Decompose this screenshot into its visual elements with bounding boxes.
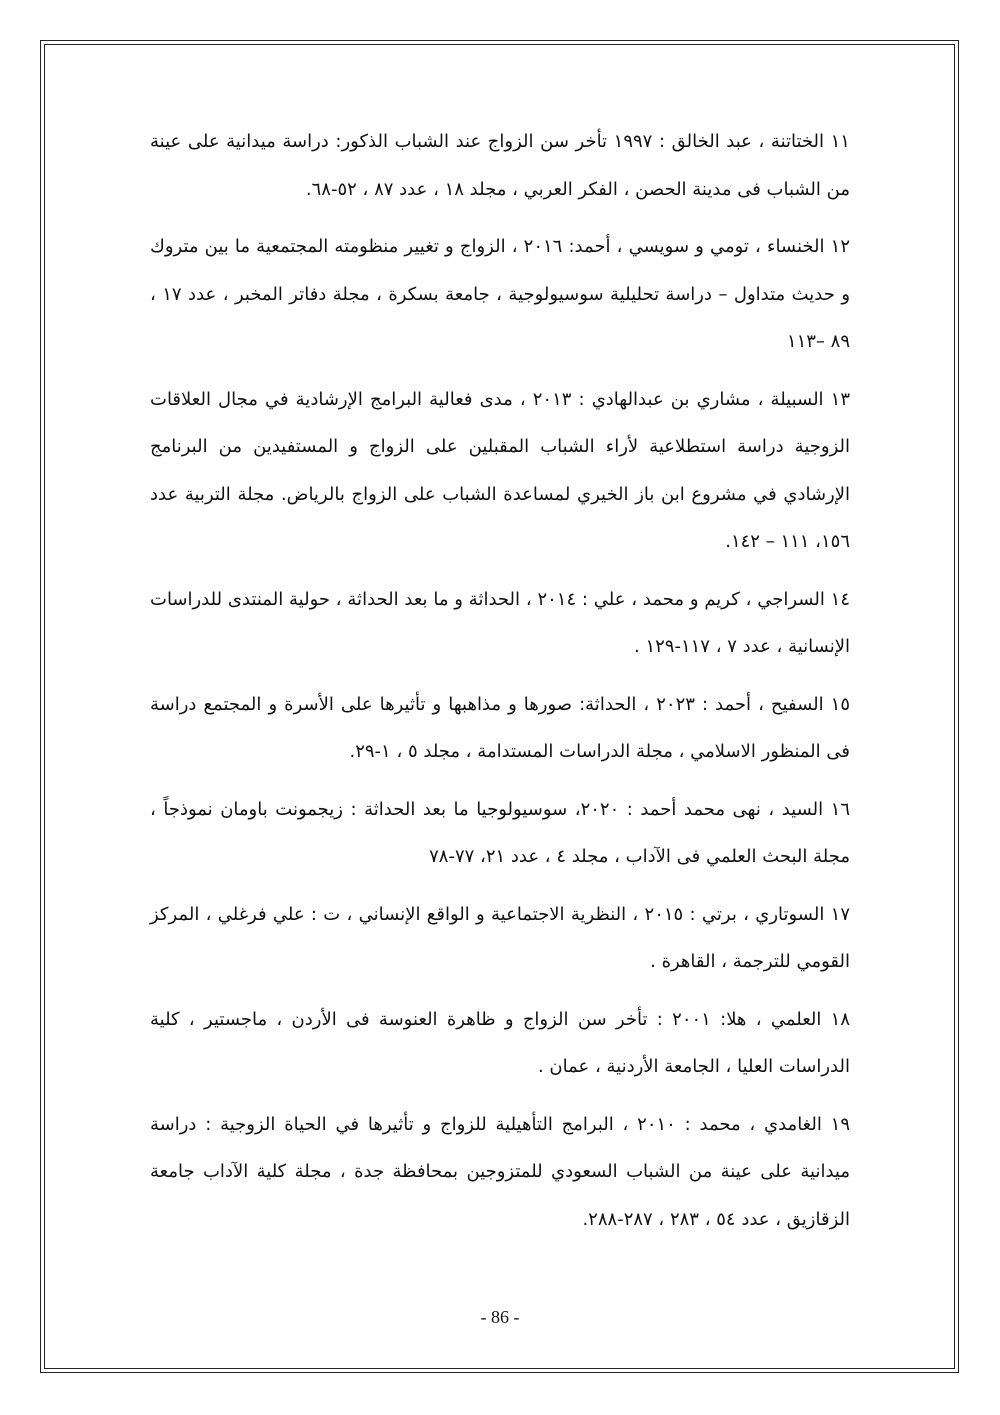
reference-item: ١٨ العلمي ، هلا: ٢٠٠١ : تأخر سن الزواج و ظاهرة العنوسة فى الأردن ، ماجستير ، كلية الدراسات العليا ، الجامعة الأردنية ، عمان . [150, 1008, 851, 1077]
references-list [150, 118, 850, 1243]
reference-item: ١٦ السيد ، نهى محمد أحمد : ٢٠٢٠، سوسيولوجيا ما بعد الحداثة : زيجمونت باومان نموذجاً ، مجلة البحث العلمي فى الآداب ، مجلد ٤ ، عدد ٢١، ٧٧-٧٨ [150, 798, 851, 867]
reference-item: ١٥ السفيح ، أحمد : ٢٠٢٣ ، الحداثة: صورها و مذاهبها و تأثيرها على الأسرة و المجتمع دراسة فى المنظور الاسلامي ، مجلة الدراسات المستدامة ، مجلد ٥ ، ١-٢٩. [150, 693, 850, 762]
reference-item: ١٤ السراجي ، كريم و محمد ، علي : ٢٠١٤ ، الحداثة و ما بعد الحداثة ، حولية المنتدى للدراسات الإنسانية ، عدد ٧ ، ١١٧-١٢٩ . [150, 588, 850, 657]
reference-item: ١٣ السبيلة ، مشاري بن عبدالهادي : ٢٠١٣ ، مدى فعالية البرامج الإرشادية في مجال العلاقات الزوجية دراسة استطلاعية لأراء الشباب المقبلين على الزواج و المستفيدين من البرنامج الإرشادي في مشروع ابن باز الخيري لمساعدة الشباب على الزواج بالرياض. مجلة التربية عدد ١٥٦، ١١١ – ١٤٢. [150, 388, 850, 552]
reference-item: ١٧ السوتاري ، برتي : ٢٠١٥ ، النظرية الاجتماعية و الواقع الإنساني ، ت : علي فرغلي ، المركز القومي للترجمة ، القاهرة . [150, 903, 850, 972]
reference-item: ١١ الختاتنة ، عبد الخالق : ١٩٩٧ تأخر سن الزواج عند الشباب الذكور: دراسة ميدانية على عينة من الشباب فى مدينة الحصن ، الفكر العربي ، مجلد ١٨ ، عدد ٨٧ ، ٥٢-٦٨. [150, 131, 850, 200]
page-number: - 86 - [480, 1307, 520, 1327]
reference-item: ١٩ الغامدي ، محمد : ٢٠١٠ ، البرامج التأهيلية للزواج و تأثيرها في الحياة الزوجية : دراسة ميدانية على عينة من الشباب السعودي للمتزوجين بمحافظة جدة ، مجلة كلية الآداب جامعة الزقازيق ، عدد ٥٤ ، ٢٨٣ ، ٢٨٧-٢٨٨. [150, 1113, 850, 1230]
reference-item: ١٢ الخنساء ، تومي و سويسي ، أحمد: ٢٠١٦ ، الزواج و تغيير منظومته المجتمعية ما بين متروك و حديث متداول – دراسة تحليلية سوسيولوجية ، جامعة بسكرة ، مجلة دفاتر المخبر ، عدد ١٧ ، ٨٩ –١١٣ [150, 236, 851, 352]
